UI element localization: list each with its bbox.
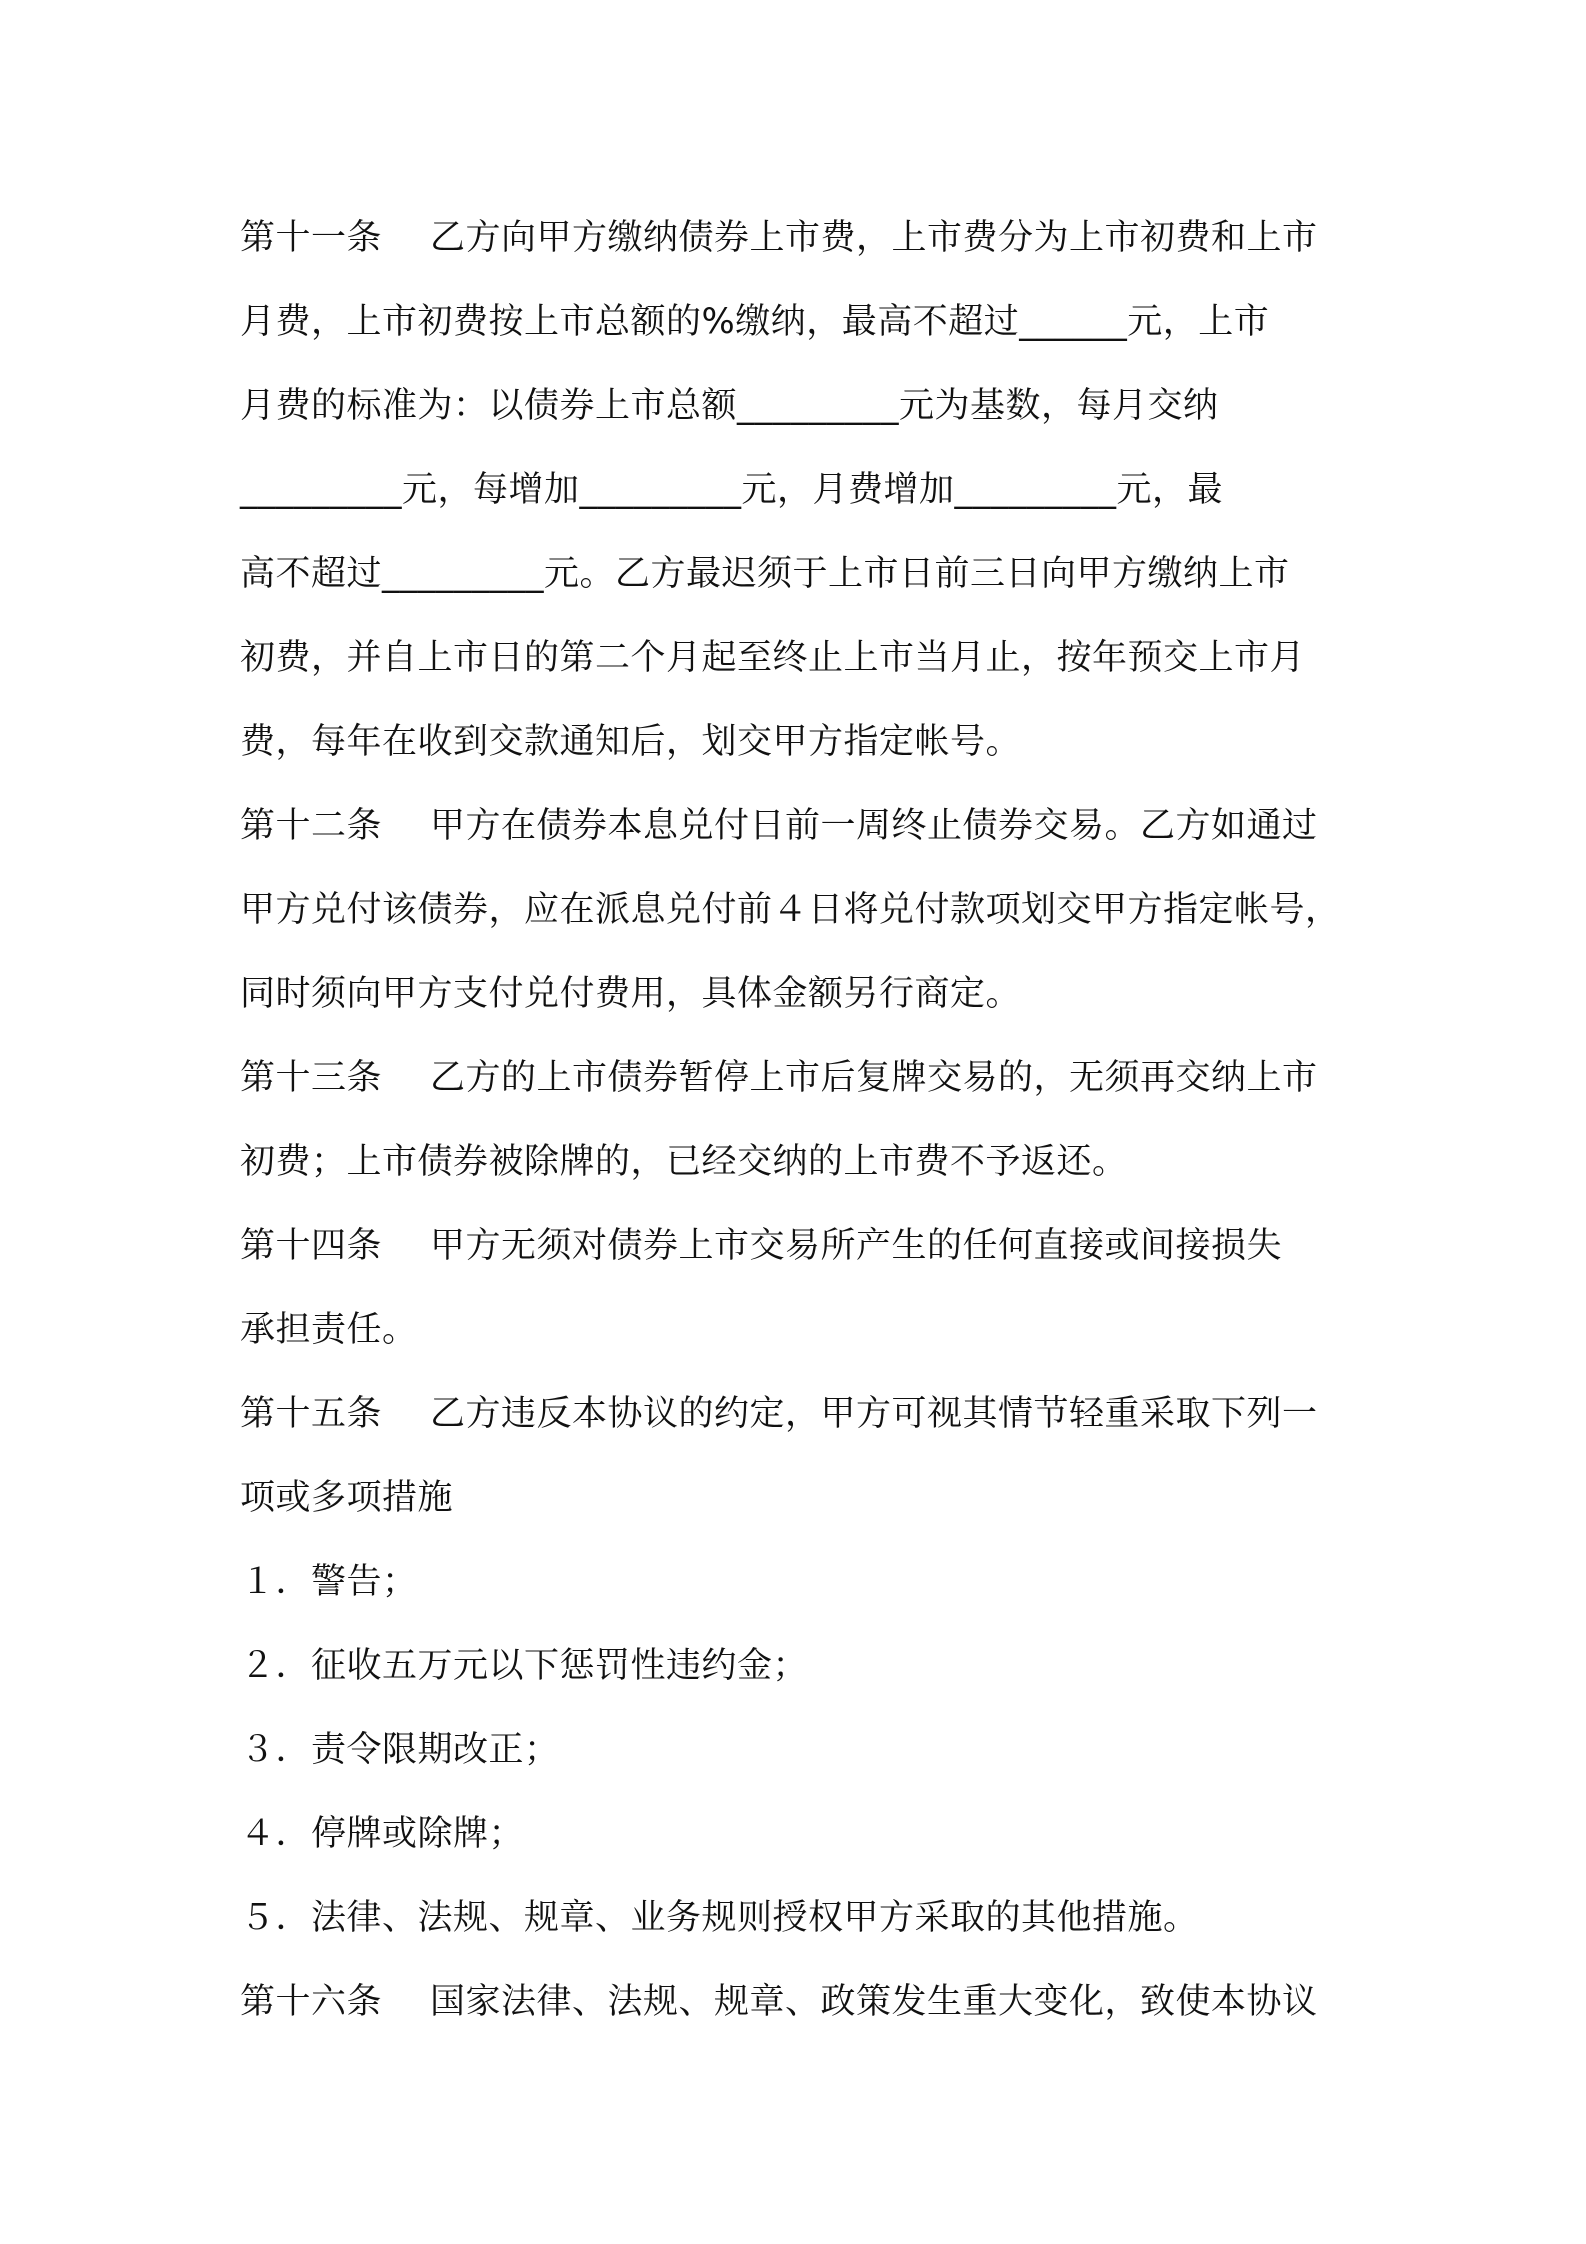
article-text: 乙方违反本协议的约定，甲方可视其情节轻重采取下列一 [430,1394,1318,1434]
list-item-5: ５．法律、法规、规章、业务规则授权甲方采取的其他措施。 [240,1898,1199,1938]
article-text: 乙方的上市债券暂停上市后复牌交易的，无须再交纳上市 [430,1058,1318,1098]
article-15-line-1 [240,1372,1380,1456]
article-11-line-5: 高不超过_________元。乙方最迟须于上市日前三日向甲方缴纳上市 [240,554,1290,594]
article-14-line-1 [240,1204,1380,1288]
article-11-line-7: 费，每年在收到交款通知后，划交甲方指定帐号。 [240,722,1022,762]
article-number: 第十五条 [240,1394,383,1434]
list-item-4: ４．停牌或除牌； [240,1814,525,1854]
article-12-line-2: 甲方兑付该债券，应在派息兑付前４日将兑付款项划交甲方指定帐号， [240,890,1341,930]
article-12-line-1 [240,784,1380,868]
article-11-line-1 [240,196,1380,280]
article-15-line-2: 项或多项措施 [240,1478,454,1518]
article-number: 第十二条 [240,806,383,846]
article-11-line-6: 初费，并自上市日的第二个月起至终止上市当月止，按年预交上市月 [240,638,1306,678]
article-11-line-4: _________元，每增加_________元，月费增加_________元，最 [240,470,1224,510]
document-body [240,196,1380,2044]
article-text: 国家法律、法规、规章、政策发生重大变化，致使本协议 [430,1982,1318,2022]
article-13-line-1 [240,1036,1380,1120]
article-number: 第十四条 [240,1226,383,1266]
list-item-1: １．警告； [240,1562,418,1602]
article-11-line-3: 月费的标准为：以债券上市总额_________元为基数，每月交纳 [240,386,1219,426]
list-item-3: ３．责令限期改正； [240,1730,560,1770]
article-text: 乙方向甲方缴纳债券上市费，上市费分为上市初费和上市 [430,218,1318,258]
article-12-line-3: 同时须向甲方支付兑付费用，具体金额另行商定。 [240,974,1022,1014]
list-item-2: ２．征收五万元以下惩罚性违约金； [240,1646,809,1686]
article-text: 甲方无须对债券上市交易所产生的任何直接或间接损失 [430,1226,1283,1266]
article-text: 甲方在债券本息兑付日前一周终止债券交易。乙方如通过 [430,806,1318,846]
article-11-line-2: 月费，上市初费按上市总额的%缴纳，最高不超过______元，上市 [240,302,1270,342]
article-13-line-2: 初费；上市债券被除牌的，已经交纳的上市费不予返还。 [240,1142,1128,1182]
article-number: 第十三条 [240,1058,383,1098]
article-number: 第十一条 [240,218,383,258]
article-14-line-2: 承担责任。 [240,1310,418,1350]
article-number: 第十六条 [240,1982,383,2022]
article-16-line-1 [240,1960,1380,2044]
